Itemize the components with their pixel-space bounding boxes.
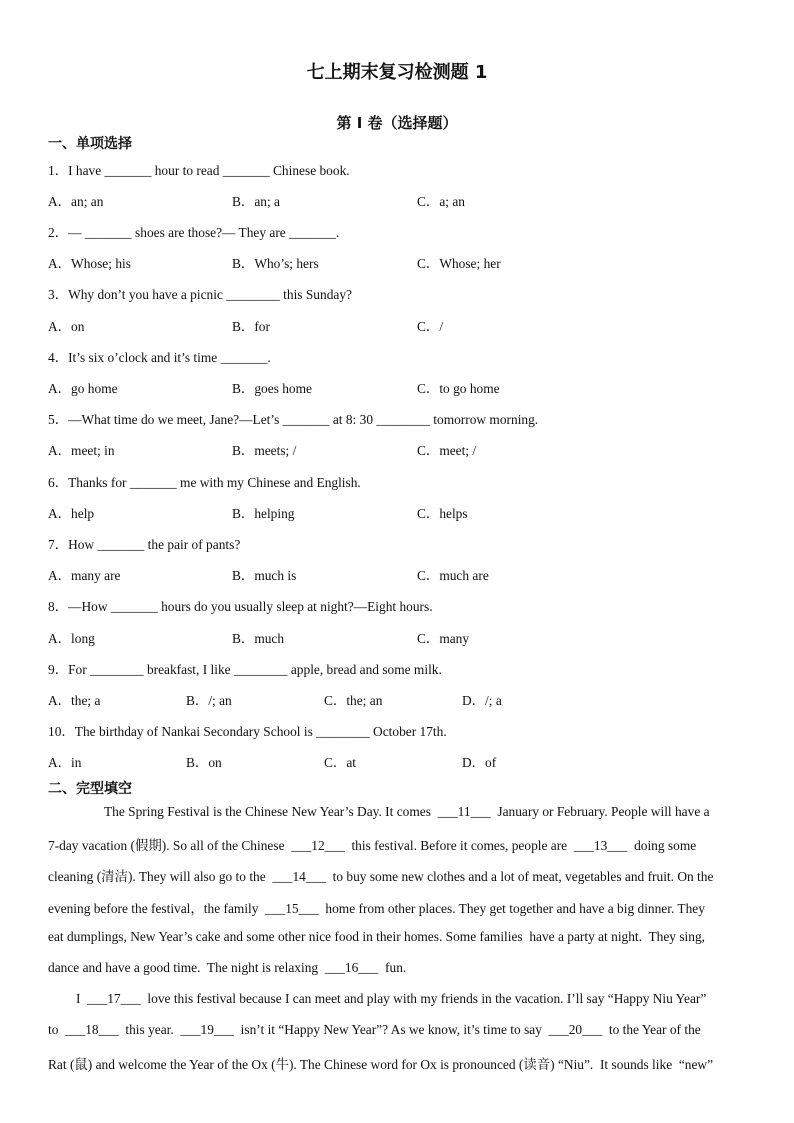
question-stem: 3．Why don’t you have a picnic ________ this Sunday? — [48, 287, 352, 302]
cloze-line: Rat (鼠) and welcome the Year of the Ox (牛). The Chinese word for Ox is pronounced (读音) “Niu”. It sounds like “new” — [48, 1057, 714, 1072]
answer-option: A．go home — [48, 381, 118, 396]
answer-option: A．meet; in — [48, 443, 115, 458]
answer-option: A．the; a — [48, 693, 101, 708]
answer-option: C．to go home — [417, 381, 500, 396]
answer-option: B．helping — [232, 506, 295, 521]
cloze-line: to ___18___ this year. ___19___ isn’t it “Happy New Year”? As we know, it’s time to say ___20___ to the Year of the — [48, 1022, 701, 1037]
cloze-line: evening before the festival，the family ___15___ home from other places. They get together and have a big dinner. They — [48, 901, 705, 916]
answer-option: C．meet; / — [417, 443, 477, 458]
cloze-line: 7-day vacation (假期). So all of the Chinese ___12___ this festival. Before it comes, people are ___13___ doing some — [48, 838, 697, 853]
answer-option: A．an; an — [48, 194, 104, 209]
question-stem: 1．I have _______ hour to read _______ Chinese book. — [48, 163, 350, 178]
volume-title: 第 I 卷（选择题） — [336, 114, 458, 132]
answer-option: B．for — [232, 319, 270, 334]
answer-option: C．/ — [417, 319, 444, 334]
question-stem: 10．The birthday of Nankai Secondary School is ________ October 17th. — [48, 724, 447, 739]
page-title: 七上期末复习检测题 1 — [306, 62, 488, 83]
answer-option: A．on — [48, 319, 85, 334]
section-heading-cloze: 二、完型填空 — [48, 781, 132, 797]
answer-option: D．/; a — [462, 693, 502, 708]
question-stem: 7．How _______ the pair of pants? — [48, 537, 241, 552]
answer-option: B．goes home — [232, 381, 312, 396]
answer-option: B．meets; / — [232, 443, 297, 458]
section-heading-single-choice: 一、单项选择 — [48, 136, 132, 152]
question-stem: 9．For ________ breakfast, I like ________ apple, bread and some milk. — [48, 662, 442, 677]
answer-option: C．Whose; her — [417, 256, 501, 271]
cloze-line: cleaning (清洁). They will also go to the ___14___ to buy some new clothes and a lot of meat, vegetables and fruit. On the — [48, 869, 714, 884]
answer-option: B．much is — [232, 568, 297, 583]
answer-option: B．an; a — [232, 194, 280, 209]
answer-option: B．Who’s; hers — [232, 256, 319, 271]
cloze-line: I ___17___ love this festival because I can meet and play with my friends in the vacation. I’ll say “Happy Niu Year” — [76, 991, 707, 1006]
question-stem: 2．— _______ shoes are those?— They are _______. — [48, 225, 340, 240]
answer-option: C．many — [417, 631, 470, 646]
cloze-line: eat dumplings, New Year’s cake and some other nice food in their homes. Some families have a party at night. They sing, — [48, 929, 705, 944]
answer-option: A．Whose; his — [48, 256, 131, 271]
answer-option: B．much — [232, 631, 285, 646]
answer-option: C．the; an — [324, 693, 383, 708]
answer-option: B．/; an — [186, 693, 232, 708]
answer-option: C．at — [324, 755, 356, 770]
answer-option: A．many are — [48, 568, 121, 583]
answer-option: C．a; an — [417, 194, 465, 209]
answer-option: A．long — [48, 631, 95, 646]
question-stem: 5．—What time do we meet, Jane?—Let’s _______ at 8: 30 ________ tomorrow morning. — [48, 412, 539, 427]
cloze-line: dance and have a good time. The night is relaxing ___16___ fun. — [48, 960, 407, 975]
cloze-line: The Spring Festival is the Chinese New Year’s Day. It comes ___11___ January or February. People will have a — [104, 804, 710, 819]
answer-option: B．on — [186, 755, 222, 770]
question-stem: 8．—How _______ hours do you usually sleep at night?—Eight hours. — [48, 599, 433, 614]
answer-option: A．help — [48, 506, 95, 521]
answer-option: D．of — [462, 755, 497, 770]
question-stem: 4．It’s six o’clock and it’s time _______. — [48, 350, 271, 365]
question-stem: 6．Thanks for _______ me with my Chinese and English. — [48, 475, 361, 490]
answer-option: C．helps — [417, 506, 468, 521]
answer-option: C．much are — [417, 568, 489, 583]
answer-option: A．in — [48, 755, 82, 770]
